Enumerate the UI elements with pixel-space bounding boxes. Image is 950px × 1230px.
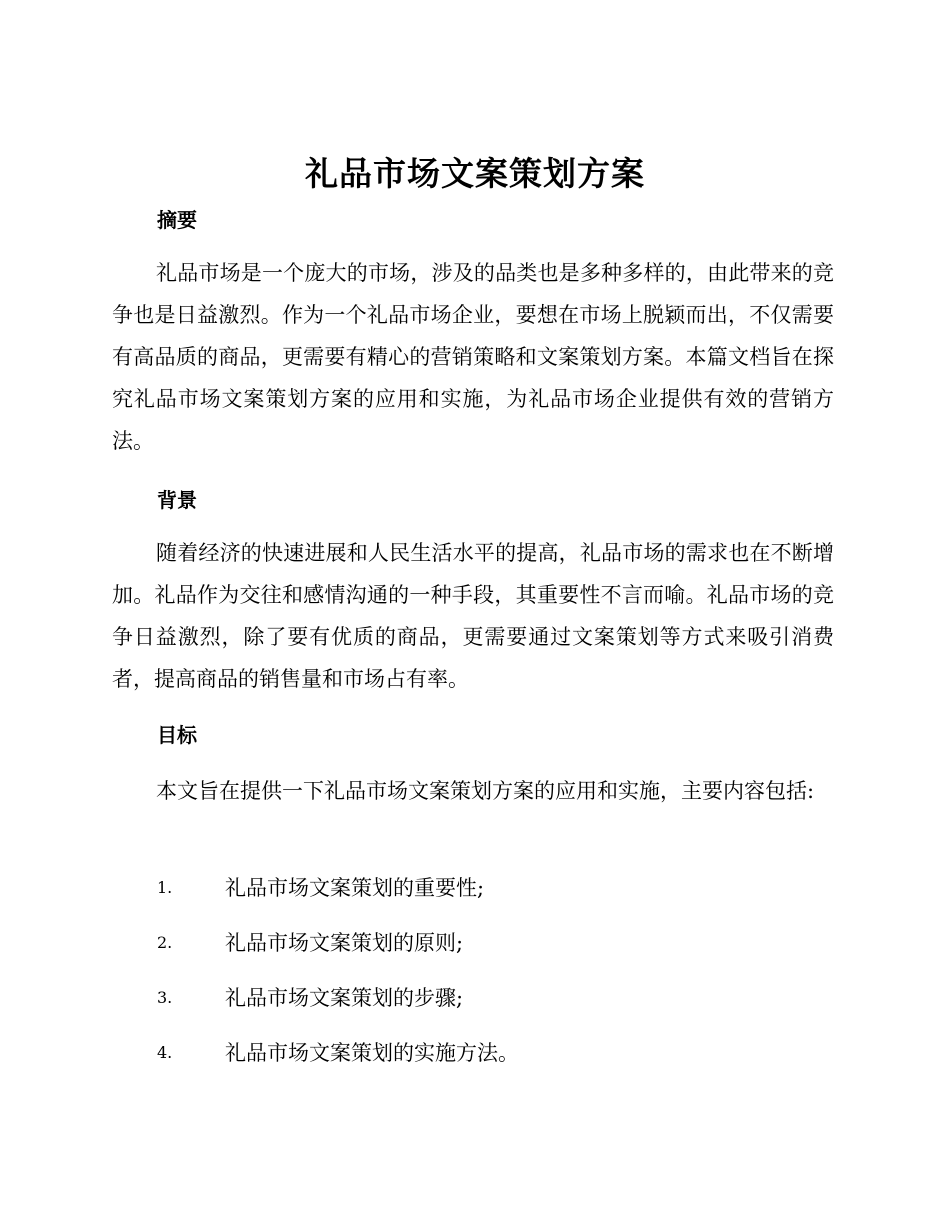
section-body-goals: 本文旨在提供一下礼品市场文案策划方案的应用和实施，主要内容包括: (156, 779, 815, 803)
list-item-number: 4. (157, 1043, 173, 1062)
list-item (157, 1037, 837, 1069)
section-heading-goals: 目标 (157, 723, 197, 747)
section-heading-abstract: 摘要 (157, 208, 197, 232)
list-item-number: 3. (157, 988, 173, 1007)
list-item-number: 1. (157, 878, 173, 897)
list-item-number: 2. (157, 933, 173, 952)
list-item (157, 927, 837, 959)
section-body-abstract: 礼品市场是一个庞大的市场，涉及的品类也是多种多样的，由此带来的竞争也是日益激烈。作为一个礼品市场企业，要想在市场上脱颖而出，不仅需要有高品质的商品，更需要有精心的营销策略和文案策划方案。本篇文档旨在探究礼品市场文案策划方案的应用和实施，为礼品市场企业提供有效的营销方法。 (112, 261, 834, 453)
list-item-text: 礼品市场文案策划的原则; (225, 931, 464, 955)
section-body-background: 随着经济的快速进展和人民生活水平的提高，礼品市场的需求也在不断增加。礼品作为交往和感情沟通的一种手段，其重要性不言而喻。礼品市场的竞争日益激烈，除了要有优质的商品，更需要通过文案策划等方式来吸引消费者，提高商品的销售量和市场占有率。 (112, 541, 834, 691)
document-title: 礼品市场文案策划方案 (305, 154, 645, 193)
list-item (157, 982, 837, 1014)
list-item-text: 礼品市场文案策划的步骤; (225, 986, 464, 1010)
list-item-text: 礼品市场文案策划的重要性; (225, 876, 485, 900)
list-item (157, 872, 837, 904)
list-item-text: 礼品市场文案策划的实施方法。 (225, 1041, 519, 1065)
section-heading-background: 背景 (157, 488, 197, 512)
